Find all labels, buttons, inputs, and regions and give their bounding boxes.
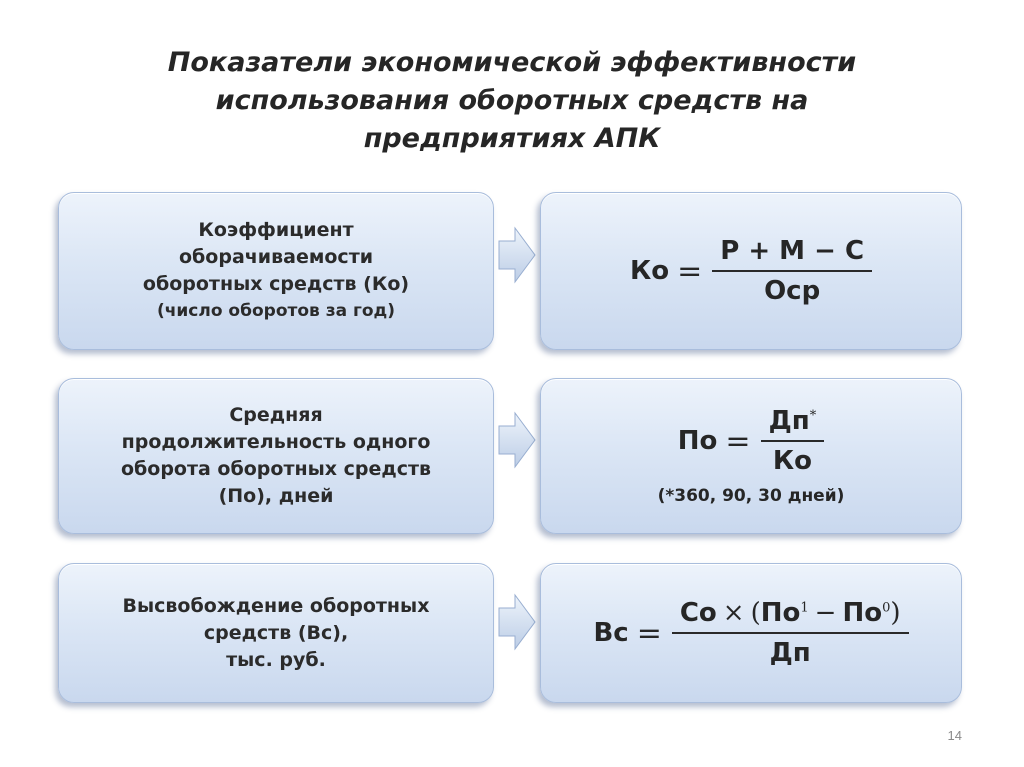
fraction bbox=[712, 236, 872, 306]
indicator-label-line: оборачиваемости bbox=[178, 246, 374, 268]
equals-sign: = bbox=[636, 615, 662, 651]
times-sign: × bbox=[722, 598, 745, 628]
fraction bbox=[761, 406, 825, 476]
indicator-label-line: Средняя bbox=[229, 404, 323, 426]
formula-footnote: (*360, 90, 30 дней) bbox=[657, 486, 845, 506]
indicator-box-capital-release bbox=[58, 563, 494, 703]
fraction bbox=[672, 598, 909, 668]
indicator-label-line: средств (Вс), bbox=[203, 621, 349, 644]
paren-close: ) bbox=[890, 598, 901, 628]
fraction-numerator: Р + М − С bbox=[712, 236, 872, 272]
term-co: Со bbox=[679, 598, 717, 628]
numerator-text: Дп bbox=[768, 406, 810, 436]
fraction-numerator bbox=[761, 406, 825, 442]
equals-sign: = bbox=[725, 423, 751, 459]
equals-sign: = bbox=[677, 253, 703, 289]
formula-box-turnover-duration bbox=[540, 378, 962, 534]
formula-box-capital-release bbox=[540, 563, 962, 703]
indicator-label-line: (По), дней bbox=[218, 485, 334, 507]
indicator-box-turnover-ratio bbox=[58, 192, 494, 350]
term-po-1: По bbox=[760, 598, 801, 628]
fraction-denominator: Дп bbox=[769, 638, 811, 668]
arrow-right-icon bbox=[497, 410, 537, 470]
arrow-right-icon bbox=[497, 592, 537, 652]
superscript-0: 0 bbox=[882, 600, 891, 616]
title-line-1: Показатели экономической эффективности bbox=[167, 47, 857, 78]
indicator-label-sub: (число оборотов за год) bbox=[156, 301, 396, 321]
indicator-box-turnover-duration bbox=[58, 378, 494, 534]
page-number: 14 bbox=[947, 728, 962, 743]
minus-sign: − bbox=[814, 598, 837, 628]
indicator-label-line: оборотных средств (Ко) bbox=[142, 273, 410, 295]
indicator-label-line: Коэффициент bbox=[198, 219, 354, 241]
arrow-right-icon bbox=[497, 225, 537, 285]
formula-box-turnover-ratio bbox=[540, 192, 962, 350]
paren-open: ( bbox=[750, 598, 761, 628]
slide-title bbox=[40, 44, 984, 158]
formula-lhs: Вс bbox=[593, 618, 629, 648]
formula-lhs: По bbox=[677, 426, 718, 456]
indicator-label-line: тыс. руб. bbox=[226, 648, 326, 671]
title-line-2: использования оборотных средств на bbox=[215, 85, 809, 116]
fraction-denominator: Ко bbox=[772, 446, 812, 476]
fraction-denominator: Оср bbox=[764, 276, 821, 306]
indicator-label-line: оборота оборотных средств bbox=[120, 458, 432, 480]
formula-lhs: Ко bbox=[629, 256, 670, 286]
title-line-3: предприятиях АПК bbox=[363, 123, 661, 154]
superscript-1: 1 bbox=[800, 600, 809, 616]
indicator-label-line: продолжительность одного bbox=[121, 431, 431, 453]
footnote-marker: * bbox=[809, 408, 817, 424]
term-po-0: По bbox=[842, 598, 883, 628]
fraction-numerator bbox=[672, 598, 909, 634]
indicator-label-line: Высвобождение оборотных bbox=[122, 594, 430, 617]
